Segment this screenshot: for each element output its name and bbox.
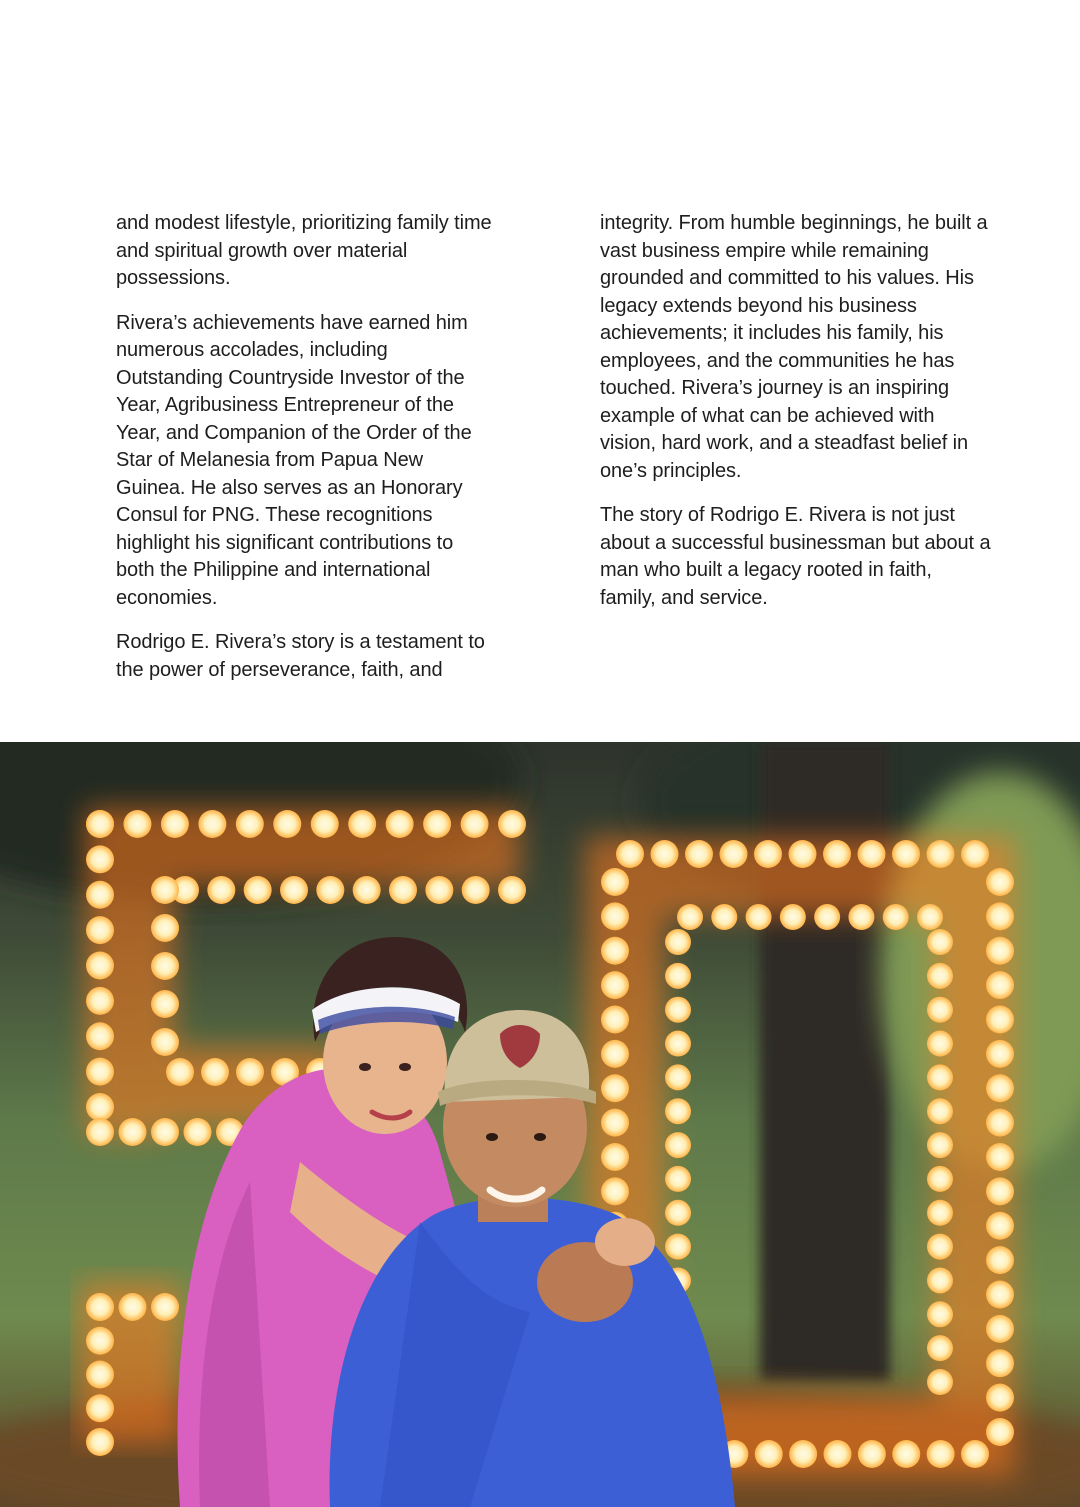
marquee-bulb (927, 1132, 953, 1158)
marquee-bulb (353, 876, 381, 904)
marquee-bulb (927, 1335, 953, 1361)
marquee-bulb (927, 1301, 953, 1327)
marquee-bulb (86, 1327, 114, 1355)
marquee-bulb (119, 1118, 147, 1146)
marquee-bulb (161, 810, 189, 838)
marquee-bulb (601, 1177, 629, 1205)
marquee-bulb (927, 1200, 953, 1226)
marquee-bulb (601, 1006, 629, 1034)
marquee-bulb (651, 840, 679, 868)
marquee-bulb (986, 1418, 1014, 1446)
marquee-bulb (927, 1098, 953, 1124)
left-text-column (116, 210, 492, 701)
marquee-bulb (711, 904, 737, 930)
marquee-bulb (986, 1212, 1014, 1240)
right-text-column (600, 210, 992, 629)
marquee-bulb (601, 937, 629, 965)
marquee-bulb (685, 840, 713, 868)
marquee-bulb (601, 902, 629, 930)
marquee-bulb (244, 876, 272, 904)
marquee-bulb (151, 1028, 179, 1056)
marquee-bulb (86, 1428, 114, 1456)
marquee-bulb (746, 904, 772, 930)
marquee-bulb (316, 876, 344, 904)
paragraph: The story of Rodrigo E. Rivera is not just about a successful businessman but about a man who built a legacy rooted in faith, family, and service. (600, 504, 991, 609)
marquee-bulb (780, 904, 806, 930)
marquee-bulb (86, 987, 114, 1015)
marquee-bulb (927, 1440, 955, 1468)
marquee-bulb (858, 1440, 886, 1468)
marquee-bulb (280, 876, 308, 904)
marquee-bulb (665, 997, 691, 1023)
marquee-bulb (755, 1440, 783, 1468)
marquee-bulb (961, 840, 989, 868)
marquee-bulb (892, 1440, 920, 1468)
marquee-bulb (927, 1267, 953, 1293)
marquee-bulb (986, 1315, 1014, 1343)
marquee-bulb (151, 1118, 179, 1146)
marquee-bulb (236, 1058, 264, 1086)
marquee-bulb (665, 963, 691, 989)
marquee-bulb (601, 1074, 629, 1102)
marquee-bulb (927, 1369, 953, 1395)
marquee-bulb (151, 914, 179, 942)
marquee-bulb (201, 1058, 229, 1086)
marquee-bulb (986, 1109, 1014, 1137)
marquee-bulb (665, 1064, 691, 1090)
marquee-bulb (986, 1074, 1014, 1102)
marquee-bulb (386, 810, 414, 838)
marquee-bulb (848, 904, 874, 930)
marquee-bulb (665, 1234, 691, 1260)
marquee-bulb (86, 1058, 114, 1086)
marquee-bulb (311, 810, 339, 838)
marquee-bulb (986, 971, 1014, 999)
marquee-bulb (498, 810, 526, 838)
marquee-bulb (151, 990, 179, 1018)
marquee-bulb (207, 876, 235, 904)
marquee-bulb (86, 845, 114, 873)
photo-illustration (0, 742, 1080, 1507)
marquee-bulb (184, 1118, 212, 1146)
marquee-bulb (961, 1440, 989, 1468)
marquee-bulb (986, 1349, 1014, 1377)
marquee-bulb (123, 810, 151, 838)
marquee-bulb (986, 937, 1014, 965)
marquee-bulb (986, 902, 1014, 930)
marquee-bulb (236, 810, 264, 838)
marquee-bulb (665, 1166, 691, 1192)
marquee-bulb (86, 952, 114, 980)
marquee-bulb (986, 1246, 1014, 1274)
marquee-bulb (273, 810, 301, 838)
paragraph: Rivera’s achievements have earned him numerous accolades, including Outstanding Countryside Investor of the Year, Agribusiness Entrepreneur of the Year, and Companion of the Order of the Star of Melanesia from Papua New Guinea. He also serves as an Honorary Consul for PNG. These recognitions highlight his significant contributions to both the Philippine and international economies. (116, 311, 472, 609)
marquee-bulb (348, 810, 376, 838)
marquee-bulb (198, 810, 226, 838)
marquee-bulb (665, 1098, 691, 1124)
marquee-bulb (927, 840, 955, 868)
marquee-bulb (86, 1093, 114, 1121)
marquee-bulb (601, 971, 629, 999)
paragraph: Rodrigo E. Rivera’s story is a testament to the power of perseverance, faith, and (116, 631, 485, 681)
marquee-bulb (86, 1022, 114, 1050)
marquee-bulb (883, 904, 909, 930)
marquee-bulb (986, 1006, 1014, 1034)
marquee-bulb (986, 1281, 1014, 1309)
marquee-bulb (665, 1200, 691, 1226)
marquee-bulb (986, 1384, 1014, 1412)
marquee-bulb (462, 876, 490, 904)
marquee-bulb (389, 876, 417, 904)
marquee-bulb (754, 840, 782, 868)
marquee-bulb (86, 1118, 114, 1146)
marquee-bulb (423, 810, 451, 838)
marquee-bulb (119, 1293, 147, 1321)
marquee-bulb (927, 1166, 953, 1192)
marquee-bulb (823, 840, 851, 868)
marquee-bulb (824, 1440, 852, 1468)
marquee-bulb (892, 840, 920, 868)
marquee-bulb (720, 840, 748, 868)
marquee-bulb (927, 1064, 953, 1090)
marquee-bulb (789, 1440, 817, 1468)
marquee-bulb (927, 1234, 953, 1260)
marquee-bulb (86, 1293, 114, 1321)
marquee-bulb (151, 876, 179, 904)
marquee-bulb (461, 810, 489, 838)
marquee-bulb (986, 1177, 1014, 1205)
marquee-bulb (86, 881, 114, 909)
marquee-bulb (665, 1031, 691, 1057)
marquee-bulb (665, 929, 691, 955)
marquee-bulb (601, 1143, 629, 1171)
marquee-bulb (86, 810, 114, 838)
marquee-bulb (665, 1132, 691, 1158)
marquee-bulb (86, 916, 114, 944)
marquee-bulb (601, 868, 629, 896)
marquee-bulb (986, 868, 1014, 896)
couple-photo (0, 742, 1080, 1507)
marquee-bulb (166, 1058, 194, 1086)
marquee-bulb (86, 1394, 114, 1422)
marquee-bulb (986, 1040, 1014, 1068)
marquee-bulb (927, 1031, 953, 1057)
marquee-bulb (927, 997, 953, 1023)
marquee-bulb (616, 840, 644, 868)
marquee-bulb (498, 876, 526, 904)
marquee-bulb (858, 840, 886, 868)
marquee-bulb (814, 904, 840, 930)
marquee-bulb (151, 1293, 179, 1321)
marquee-bulb (86, 1361, 114, 1389)
marquee-bulb (151, 952, 179, 980)
marquee-bulb (986, 1143, 1014, 1171)
paragraph: and modest lifestyle, prioritizing family time and spiritual growth over material possessions. (116, 212, 492, 289)
marquee-bulb (917, 904, 943, 930)
marquee-bulb (677, 904, 703, 930)
marquee-bulb (927, 963, 953, 989)
marquee-bulb (425, 876, 453, 904)
marquee-bulb (601, 1040, 629, 1068)
marquee-bulb (601, 1109, 629, 1137)
marquee-bulb (789, 840, 817, 868)
marquee-bulb (927, 929, 953, 955)
paragraph: integrity. From humble beginnings, he built a vast business empire while remaining grounded and committed to his values. His legacy extends beyond his business achievements; it includes his family, his employees, and the communities he has touched. Rivera’s journey is an inspiring example of what can be achieved with vision, hard work, and a steadfast belief in one’s principles. (600, 212, 988, 482)
